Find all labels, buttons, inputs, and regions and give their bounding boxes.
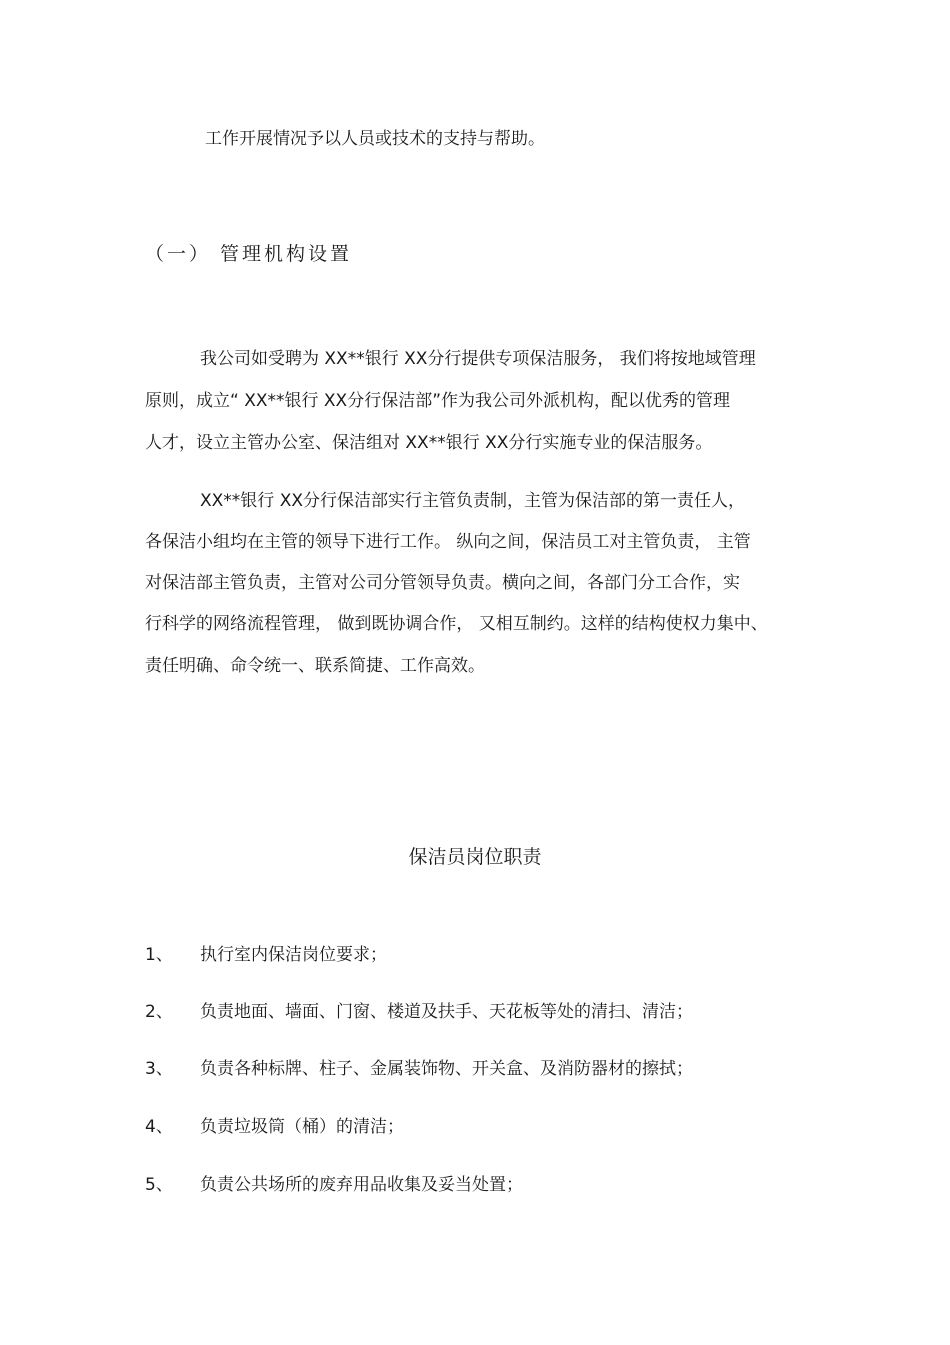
item-number: 1、 <box>145 945 173 965</box>
item-text: 执行室内保洁岗位要求； <box>200 945 387 965</box>
paragraph-line: 我公司如受聘为 XX**银行 XX分行提供专项保洁服务， 我们将按地域管理 <box>200 349 756 369</box>
list-item <box>145 1058 693 1080</box>
item-number: 2、 <box>145 1002 173 1022</box>
paragraph-line: 原则，成立“ XX**银行 XX分行保洁部”作为我公司外派机构，配以优秀的管理 <box>145 391 731 411</box>
list-item <box>145 1116 404 1138</box>
section-heading: （一） 管理机构设置 <box>145 243 353 265</box>
paragraph-line: 行科学的网络流程管理， 做到既协调合作， 又相互制约。这样的结构使权力集中、 <box>145 614 768 634</box>
item-text: 负责公共场所的废弃用品收集及妥当处置； <box>200 1175 523 1195</box>
paragraph-line: 对保洁部主管负责，主管对公司分管领导负责。横向之间，各部门分工合作，实 <box>145 573 740 593</box>
paragraph-line: XX**银行 XX分行保洁部实行主管负责制，主管为保洁部的第一责任人， <box>200 491 745 511</box>
item-number: 5、 <box>145 1175 173 1195</box>
paragraph-line: 各保洁小组均在主管的领导下进行工作。 纵向之间，保洁员工对主管负责， 主管 <box>145 532 751 552</box>
item-text: 负责垃圾筒（桶）的清洁； <box>200 1117 404 1137</box>
list-item <box>145 1174 523 1196</box>
item-number: 3、 <box>145 1059 173 1079</box>
list-item <box>145 944 387 966</box>
item-number: 4、 <box>145 1117 173 1137</box>
item-text: 负责地面、墙面、门窗、楼道及扶手、天花板等处的清扫、清洁； <box>200 1002 693 1022</box>
intro-line: 工作开展情况予以人员或技术的支持与帮助。 <box>205 129 545 149</box>
item-text: 负责各种标牌、柱子、金属装饰物、开关盒、及消防器材的擦拭； <box>200 1059 693 1079</box>
list-item <box>145 1001 693 1023</box>
paragraph-line: 责任明确、命令统一、联系简捷、工作高效。 <box>145 656 485 676</box>
paragraph-line: 人才，设立主管办公室、保洁组对 XX**银行 XX分行实施专业的保洁服务。 <box>145 433 713 453</box>
duties-title: 保洁员岗位职责 <box>408 846 542 868</box>
